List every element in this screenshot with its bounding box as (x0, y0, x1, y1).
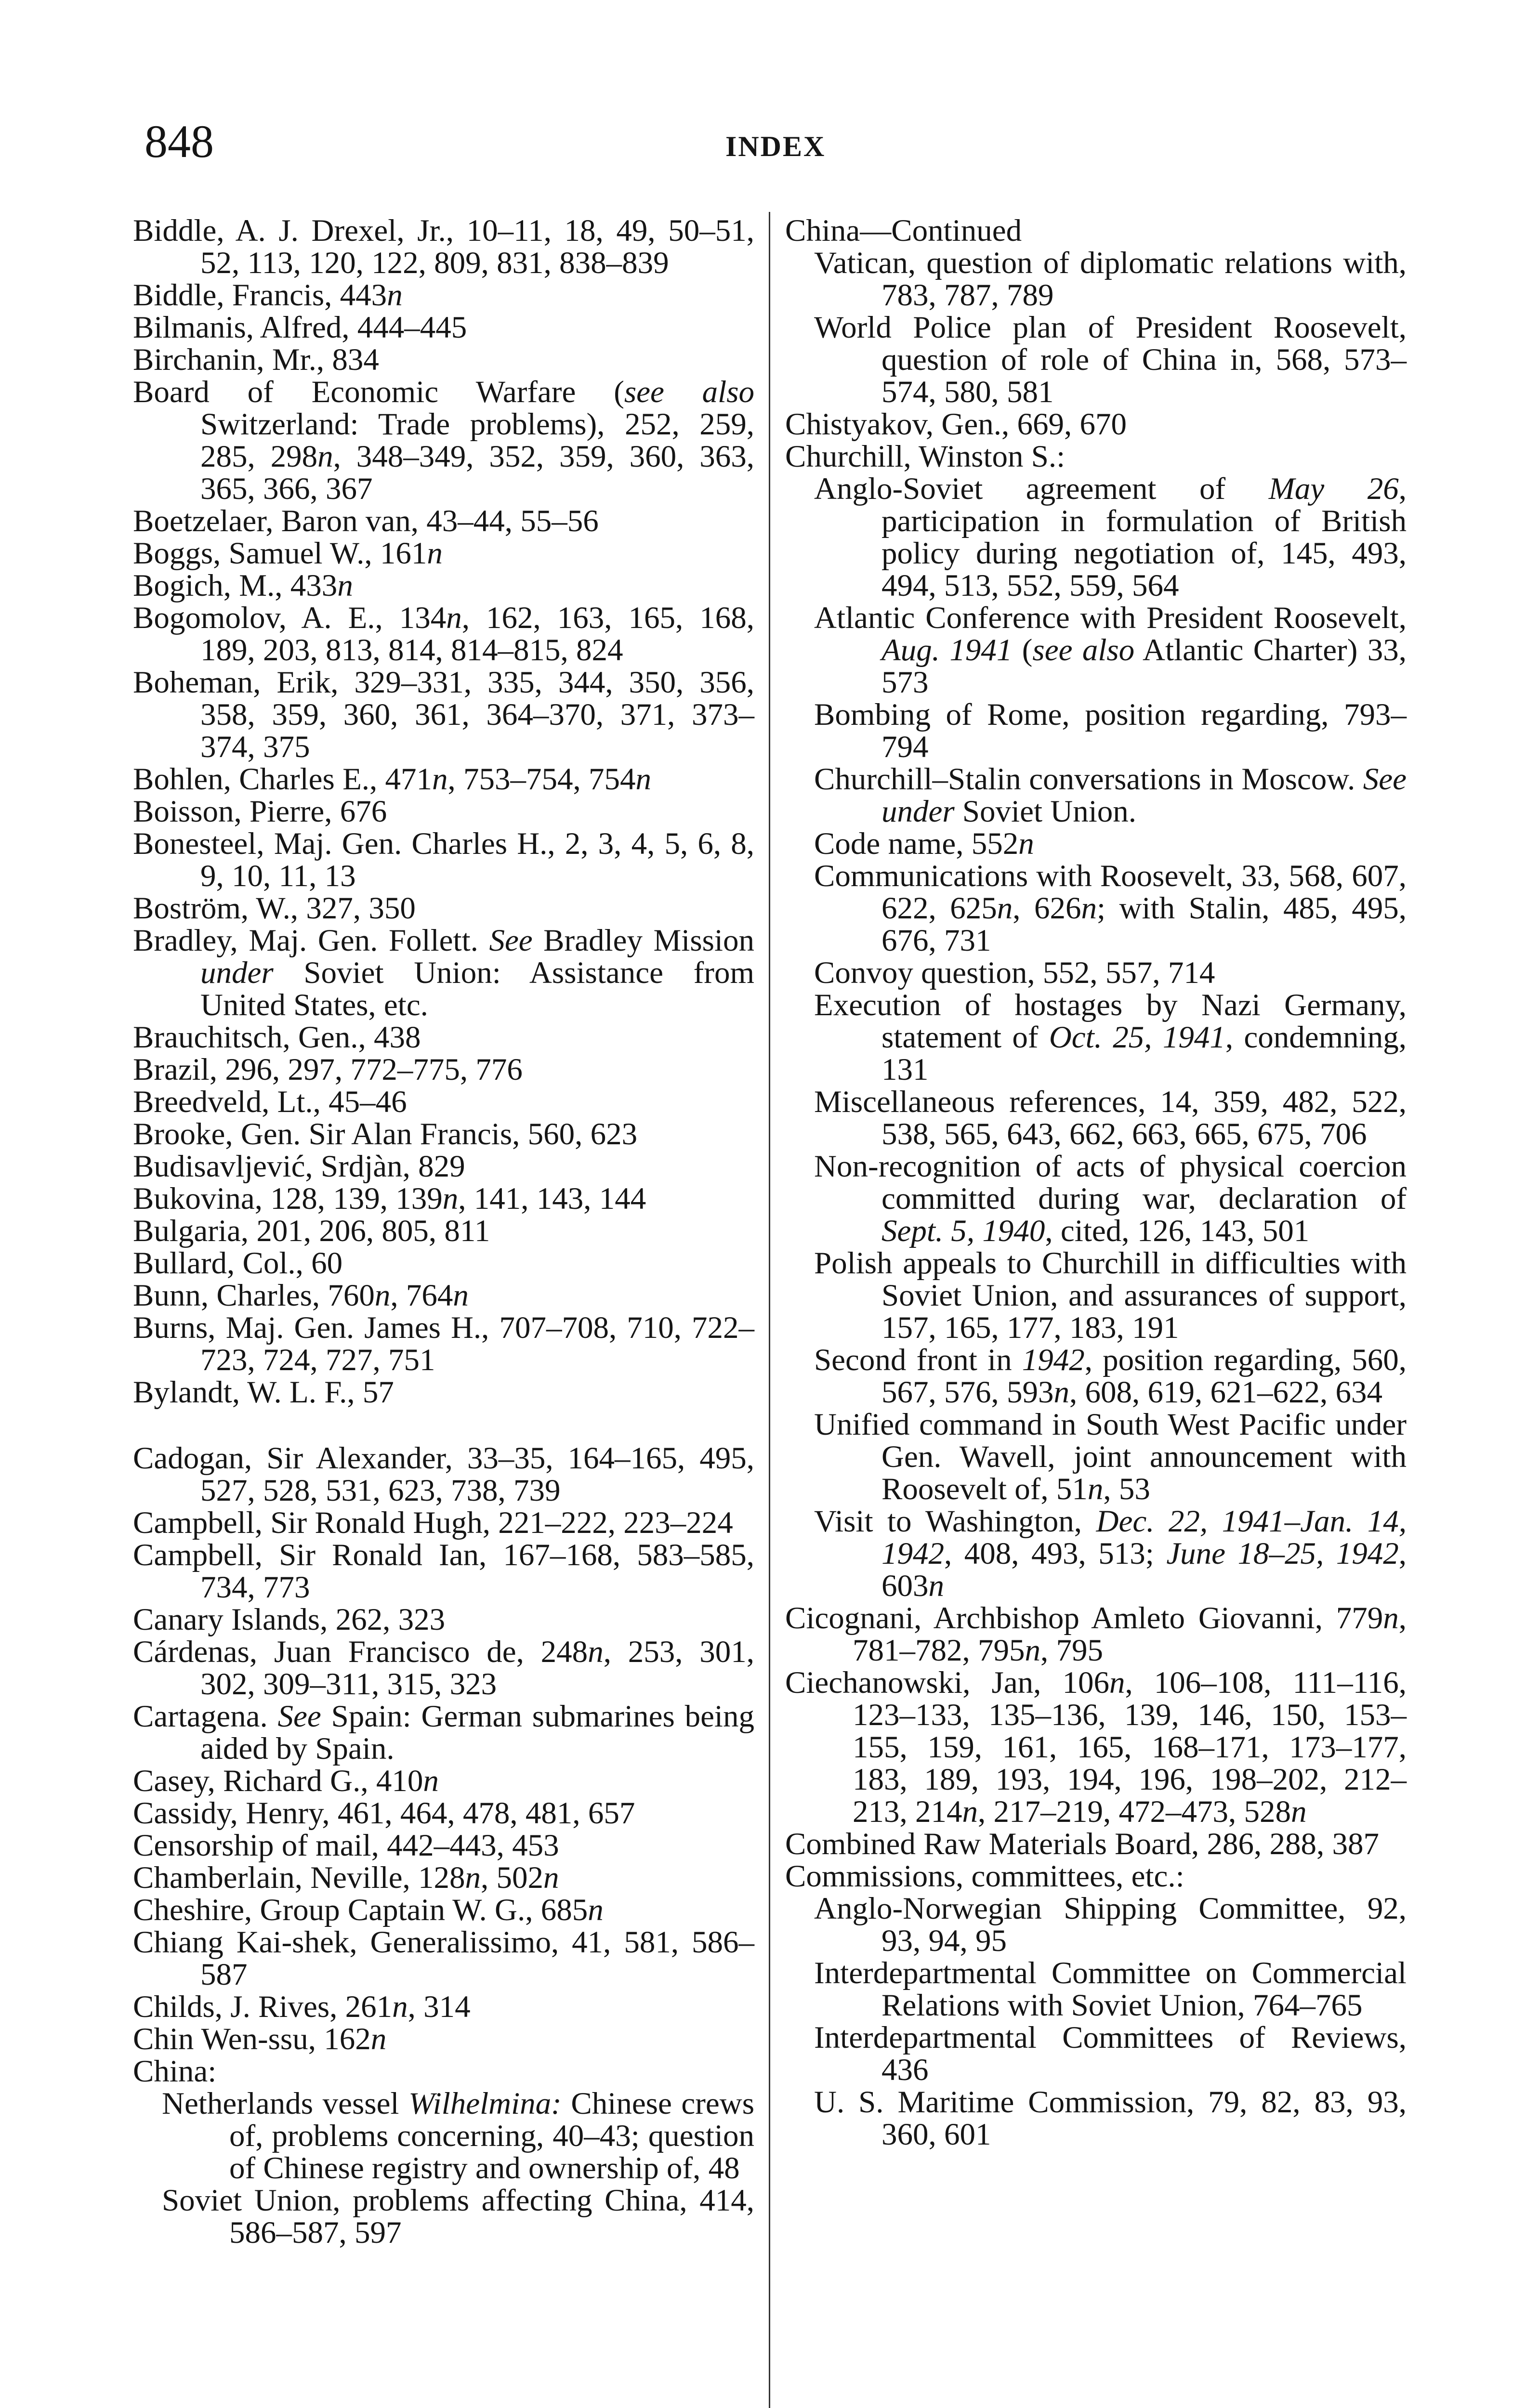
index-entry: Churchill, Winston S.: (785, 439, 1066, 474)
index-entry: Cárdenas, Juan Francisco de, 248n, 253, 301, 302, 309–311, 315, 323 (133, 1635, 755, 1701)
index-entry: Chiang Kai-shek, Generalissimo, 41, 581, 586–587 (133, 1925, 754, 1992)
index-subentry: World Police plan of President Roosevelt, question of role of China in, 568, 573–574, 580, 581 (814, 310, 1407, 409)
index-entry: Bilmanis, Alfred, 444–445 (133, 310, 467, 345)
index-subentry: Bombing of Rome, position regarding, 793–794 (814, 697, 1407, 764)
index-entry: China: (133, 2054, 217, 2089)
index-entry: Bulgaria, 201, 206, 805, 811 (133, 1214, 490, 1248)
index-entry: Bogomolov, A. E., 134n, 162, 163, 165, 168, 189, 203, 813, 814, 814–815, 824 (133, 601, 755, 667)
index-entry: Childs, J. Rives, 261n, 314 (133, 1989, 471, 2024)
index-entry: Bullard, Col., 60 (133, 1246, 343, 1281)
index-entry: Chamberlain, Neville, 128n, 502n (133, 1860, 559, 1895)
index-entry: Campbell, Sir Ronald Ian, 167–168, 583–585, 734, 773 (133, 1538, 754, 1605)
index-entry: Boheman, Erik, 329–331, 335, 344, 350, 356, 358, 359, 360, 361, 364–370, 371, 373–374, 375 (133, 665, 754, 764)
index-entry: Boström, W., 327, 350 (133, 891, 416, 926)
index-entry: Budisavljević, Srdjàn, 829 (133, 1149, 465, 1184)
index-entry: Burns, Maj. Gen. James H., 707–708, 710, 722–723, 724, 727, 751 (133, 1310, 754, 1377)
index-subentry: Soviet Union, problems affecting China, 414, 586–587, 597 (162, 2183, 754, 2250)
index-entry: Bylandt, W. L. F., 57 (133, 1375, 394, 1410)
index-entry: Brauchitsch, Gen., 438 (133, 1020, 421, 1055)
index-entry: Bogich, M., 433n (133, 568, 353, 603)
index-entry: Boisson, Pierre, 676 (133, 794, 387, 829)
index-entry: Commissions, committees, etc.: (785, 1859, 1184, 1894)
index-entry: Birchanin, Mr., 834 (133, 342, 379, 377)
index-subentry: Visit to Washington, Dec. 22, 1941–Jan. 14, 1942, 408, 493, 513; June 18–25, 1942, 603n (814, 1504, 1407, 1603)
running-head: INDEX (725, 131, 826, 162)
index-entry: Campbell, Sir Ronald Hugh, 221–222, 223–224 (133, 1505, 733, 1540)
index-subentry: Unified command in South West Pacific under Gen. Wavell, joint announcement with Roosevelt of, 51n, 53 (814, 1407, 1407, 1506)
index-entry: Boggs, Samuel W., 161n (133, 536, 443, 571)
index-entry: Brooke, Gen. Sir Alan Francis, 560, 623 (133, 1117, 638, 1152)
index-subentry: Convoy question, 552, 557, 714 (814, 955, 1215, 990)
index-entry: Chistyakov, Gen., 669, 670 (785, 407, 1127, 442)
index-entry: Board of Economic Warfare (see also Switzerland: Trade problems), 252, 259, 285, 298n, 348–349, 352, 359, 360, 363, 365, 366, 367 (133, 375, 754, 506)
index-entry: Cadogan, Sir Alexander, 33–35, 164–165, 495, 527, 528, 531, 623, 738, 739 (133, 1441, 754, 1508)
index-entry: Boetzelaer, Baron van, 43–44, 55–56 (133, 504, 599, 538)
index-subentry: Miscellaneous references, 14, 359, 482, 522, 538, 565, 643, 662, 663, 665, 675, 706 (814, 1085, 1407, 1152)
index-entry: Ciechanowski, Jan, 106n, 106–108, 111–116, 123–133, 135–136, 139, 146, 150, 153–155, 159, 161, 165, 168–171, 173–177, 183, 189, 193, 194, 196, 198–202, 212–213, 214n, 217–219, 472–473, 528n (785, 1665, 1407, 1829)
index-entry: Canary Islands, 262, 323 (133, 1602, 446, 1637)
index-entry: Cicognani, Archbishop Amleto Giovanni, 779n, 781–782, 795n, 795 (785, 1601, 1407, 1668)
index-entry: Biddle, A. J. Drexel, Jr., 10–11, 18, 49, 50–51, 52, 113, 120, 122, 809, 831, 838–839 (133, 213, 754, 280)
index-entry: China—Continued (785, 213, 1022, 248)
index-subentry: Anglo-Norwegian Shipping Committee, 92, 93, 94, 95 (814, 1891, 1407, 1958)
index-subentry: Polish appeals to Churchill in difficulties with Soviet Union, and assurances of support, 157, 165, 177, 183, 191 (814, 1246, 1407, 1345)
index-subentry: Anglo-Soviet agreement of May 26, participation in formulation of British policy during negotiation of, 145, 493, 494, 513, 552, 559, 564 (814, 471, 1407, 603)
index-entry: Cartagena. See Spain: German submarines being aided by Spain. (133, 1699, 754, 1766)
index-subentry: Vatican, question of diplomatic relations with, 783, 787, 789 (814, 246, 1407, 313)
index-entry: Brazil, 296, 297, 772–775, 776 (133, 1052, 523, 1087)
index-entry: Censorship of mail, 442–443, 453 (133, 1828, 559, 1863)
index-entry: Chin Wen-ssu, 162n (133, 2022, 387, 2056)
index-column-left (133, 215, 754, 2249)
index-entry: Cheshire, Group Captain W. G., 685n (133, 1893, 604, 1927)
index-entry: Bunn, Charles, 760n, 764n (133, 1278, 469, 1313)
index-subentry: Interdepartmental Committee on Commercial Relations with Soviet Union, 764–765 (814, 1956, 1407, 2023)
index-entry: Cassidy, Henry, 461, 464, 478, 481, 657 (133, 1796, 635, 1831)
index-entry: Combined Raw Materials Board, 286, 288, 387 (785, 1827, 1380, 1861)
index-subentry: Churchill–Stalin conversations in Moscow. See under Soviet Union. (814, 762, 1407, 829)
index-column-right (785, 215, 1407, 2151)
index-subentry: Non-recognition of acts of physical coercion committed during war, declaration of Sept. 5, 1940, cited, 126, 143, 501 (814, 1149, 1407, 1248)
index-subentry: Second front in 1942, position regarding, 560, 567, 576, 593n, 608, 619, 621–622, 634 (814, 1343, 1407, 1410)
index-subentry: Communications with Roosevelt, 33, 568, 607, 622, 625n, 626n; with Stalin, 485, 495, 676, 731 (814, 859, 1407, 958)
index-subentry: Atlantic Conference with President Roosevelt, Aug. 1941 (see also Atlantic Charter) 33, 573 (814, 601, 1407, 700)
column-divider (769, 212, 770, 2408)
index-entry: Bonesteel, Maj. Gen. Charles H., 2, 3, 4, 5, 6, 8, 9, 10, 11, 13 (133, 826, 754, 893)
index-entry: Biddle, Francis, 443n (133, 278, 403, 313)
index-subentry: Netherlands vessel Wilhelmina: Chinese crews of, problems concerning, 40–43; question of Chinese registry and ownership of, 48 (162, 2086, 754, 2186)
index-entry: Breedveld, Lt., 45–46 (133, 1085, 407, 1119)
page-number: 848 (145, 116, 214, 167)
index-entry: Bukovina, 128, 139, 139n, 141, 143, 144 (133, 1181, 646, 1216)
index-subentry: U. S. Maritime Commission, 79, 82, 83, 93, 360, 601 (814, 2085, 1407, 2152)
index-subentry: Code name, 552n (814, 826, 1034, 861)
index-entry: Bohlen, Charles E., 471n, 753–754, 754n (133, 762, 652, 797)
index-subentry: Execution of hostages by Nazi Germany, statement of Oct. 25, 1941, condemning, 131 (814, 988, 1407, 1087)
index-entry: Casey, Richard G., 410n (133, 1764, 439, 1798)
letter-group-gap (133, 1409, 754, 1442)
index-entry: Bradley, Maj. Gen. Follett. See Bradley Mission under Soviet Union: Assistance from United States, etc. (133, 923, 754, 1022)
index-subentry: Interdepartmental Committees of Reviews, 436 (814, 2020, 1407, 2087)
